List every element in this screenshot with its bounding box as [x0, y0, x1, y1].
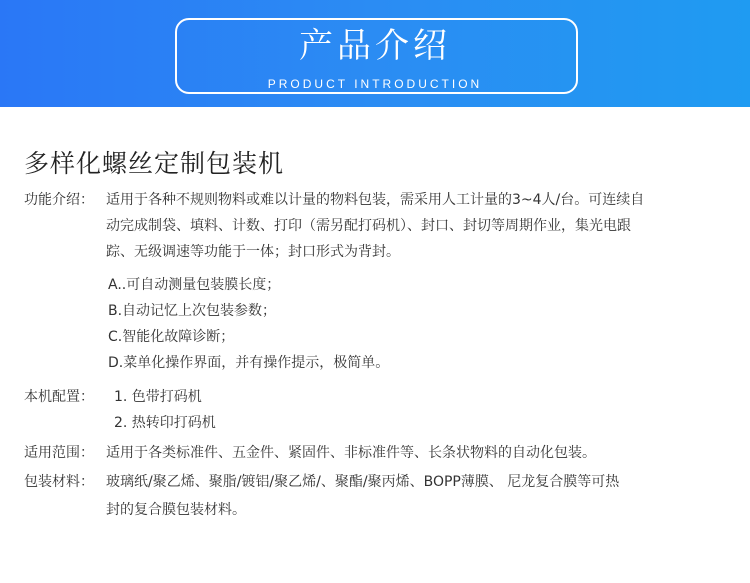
- materials-line: 封的复合膜包装材料。: [106, 502, 246, 518]
- config-label: 本机配置：: [24, 389, 94, 405]
- config-item: 2. 热转印打码机: [114, 415, 216, 431]
- intro-label: 功能介绍：: [24, 192, 94, 208]
- materials-label: 包装材料：: [24, 474, 94, 490]
- scope-label: 适用范围：: [24, 445, 94, 461]
- intro-text: [106, 190, 726, 268]
- materials-line: 玻璃纸/聚乙烯、聚脂/镀铝/聚乙烯/、聚酯/聚丙烯、BOPP薄膜、 尼龙复合膜等可热: [106, 474, 620, 490]
- intro-line: 适用于各种不规则物料或难以计量的物料包装，需采用人工计量的3~4人/台。可连续自: [106, 192, 645, 208]
- product-title: 多样化螺丝定制包装机: [24, 149, 285, 178]
- feature-item: B.自动记忆上次包装参数；: [108, 303, 277, 319]
- header-banner: [0, 0, 750, 107]
- feature-item: D.菜单化操作界面，并有操作提示，极简单。: [108, 355, 390, 371]
- intro-line: 踪、无级调速等功能于一体；封口形式为背封。: [106, 244, 400, 260]
- config-item: 1. 色带打码机: [114, 389, 202, 405]
- scope-text: 适用于各类标准件、五金件、紧固件、非标准件等、长条状物料的自动化包装。: [106, 445, 596, 461]
- banner-title: 产品介绍: [299, 26, 451, 66]
- feature-item: A..可自动测量包装膜长度；: [108, 277, 281, 293]
- feature-item: C.智能化故障诊断；: [108, 329, 235, 345]
- banner-subtitle: PRODUCT INTRODUCTION: [267, 77, 483, 91]
- intro-line: 动完成制袋、填料、计数、打印（需另配打码机）、封口、封切等周期作业，集光电跟: [106, 218, 631, 234]
